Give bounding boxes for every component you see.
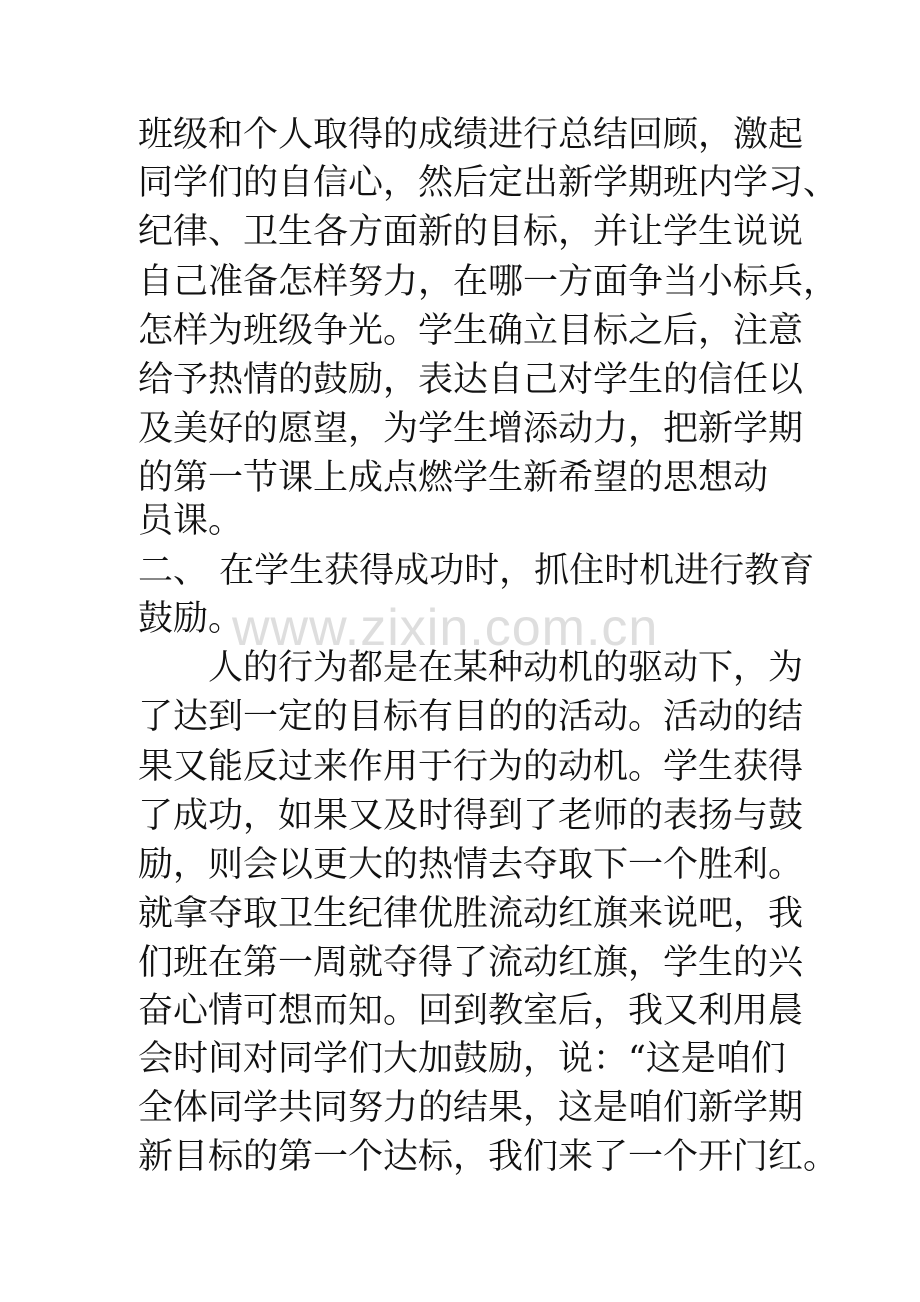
text-line: 了成功，如果又及时得到了老师的表扬与鼓 <box>138 796 804 836</box>
text-line: 奋心情可想而知。回到教室后，我又利用晨 <box>138 991 804 1031</box>
text-line: 就拿夺取卫生纪律优胜流动红旗来说吧，我 <box>138 894 804 934</box>
section-heading-continued: 鼓励。 <box>138 599 244 639</box>
text-line: 们班在第一周就夺得了流动红旗，学生的兴 <box>138 943 804 983</box>
text-line: 同学们的自信心，然后定出新学期班内学习、 <box>138 163 839 203</box>
text-line: 给予热情的鼓励，表达自己对学生的信任以 <box>138 360 804 400</box>
watermark: www.zixin.com.cn <box>232 599 659 657</box>
text-line: 自己准备怎样努力，在哪一方面争当小标兵， <box>138 262 839 302</box>
text-line: 了达到一定的目标有目的的活动。活动的结 <box>138 697 804 737</box>
text-line: 怎样为班级争光。学生确立目标之后，注意 <box>138 311 804 351</box>
text-line: 果又能反过来作用于行为的动机。学生获得 <box>138 747 804 787</box>
paragraph-first-line: 人的行为都是在某种动机的驱动下，为 <box>208 648 804 688</box>
text-line: 员课。 <box>138 501 244 541</box>
text-line: 新目标的第一个达标，我们来了一个开门红。 <box>138 1137 839 1177</box>
text-line: 会时间对同学们大加鼓励，说：“这是咱们 <box>138 1039 786 1079</box>
text-line: 全体同学共同努力的结果，这是咱们新学期 <box>138 1088 804 1128</box>
section-heading: 二、 在学生获得成功时，抓住时机进行教育 <box>138 551 815 591</box>
text-line: 班级和个人取得的成绩进行总结回顾，激起 <box>138 115 804 155</box>
text-line: 励，则会以更大的热情去夺取下一个胜利。 <box>138 845 804 885</box>
text-line: 及美好的愿望，为学生增添动力，把新学期 <box>138 409 804 449</box>
text-line: 纪律、卫生各方面新的目标，并让学生说说 <box>138 212 804 252</box>
text-line: 的第一节课上成点燃学生新希望的思想动 <box>138 458 769 498</box>
